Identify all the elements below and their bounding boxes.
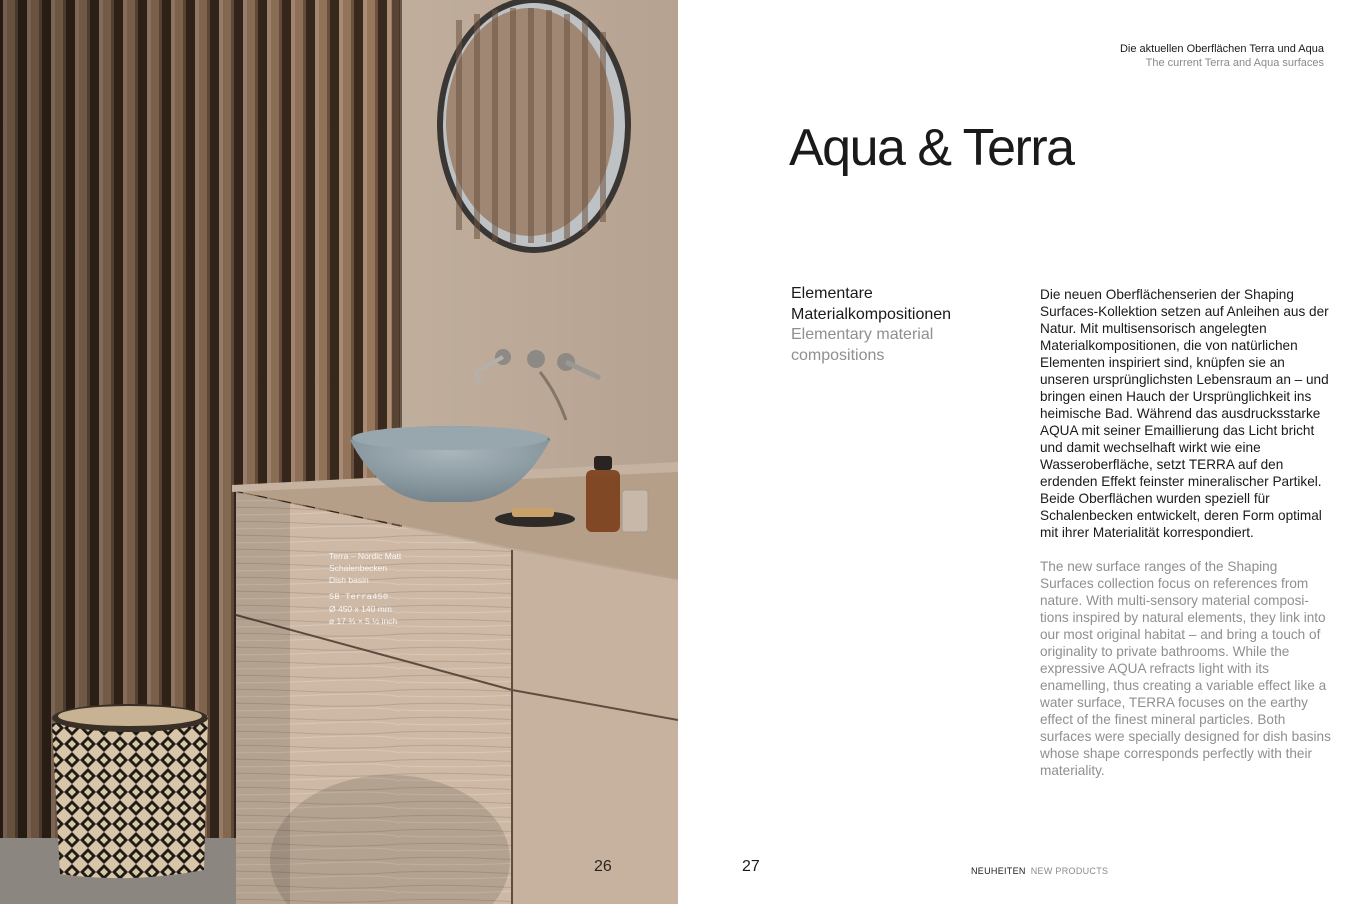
body-text [1040,286,1332,796]
page-number-right: 27 [742,858,760,875]
footer-section-de: NEUHEITEN [971,866,1026,876]
subtitle-en-line: compositions [791,346,885,364]
body-paragraph-en: The new surface ranges of the Shaping Surfaces collection focus on references from nature. With multi-sensory material compositions inspired by natural elements, they link into our most original habitat – and bring a touch of originality to private bathrooms. While the expressive AQUA refracts light with its enamelling, thus creating a variable effect like a water surface, TERRA focuses on the earthy effect of the finest mineral particles. Both surfaces were specially designed for dish basins whose shape corresponds perfectly with their materiality. [1040,559,1331,778]
page-number-left: 26 [594,858,612,875]
running-header-en: The current Terra and Aqua surfaces [1145,57,1324,69]
caption-line: Terra – Nordic Matt [329,551,402,561]
running-header [1120,42,1324,70]
body-paragraph-de: Die neuen Oberflächenserien der Shaping Surfaces-Kollektion setzen auf Anleihen aus der Natur. Mit multisensorisch angelegten Materialkompositionen, die von natürlichen Elementen inspiriert sind, knüpfen sie an unseren ursprünglichsten Lebensraum an – und bringen einen Hauch der Ursprünglichkeit ins heimische Bad. Während das ausdrucksstarke AQUA mit seiner Emaillierung das Licht bricht und damit wechselhaft wirkt wie eine Wasseroberfläche, setzt TERRA auf den erdenden Effekt feinster mineralischer Partikel. Beide Oberflächen wurden speziell für Schalenbecken entwickelt, deren Form optimal mit ihrer Materialität korrespondiert. [1040,287,1329,540]
subtitle [791,284,1011,366]
subtitle-en-line: Elementary material [791,326,934,343]
subtitle-de-line: Materialkompositionen [791,305,952,323]
caption-dimensions-inch: ø 17 ¾ × 5 ½ inch [329,616,398,626]
footer-section-en: NEW PRODUCTS [1030,866,1109,876]
product-caption [329,550,401,627]
caption-product-code: SB Terra450 [329,592,389,602]
page-title: Aqua & Terra [789,119,1074,177]
caption-dimensions-mm: Ø 450 x 140 mm [329,604,392,614]
subtitle-de-line: Elementare [791,285,873,302]
section-footer [971,866,1108,876]
running-header-de: Die aktuellen Oberflächen Terra und Aqua [1119,43,1324,55]
caption-line: Dish basin [329,575,369,585]
caption-line: Schalenbecken [329,563,388,573]
